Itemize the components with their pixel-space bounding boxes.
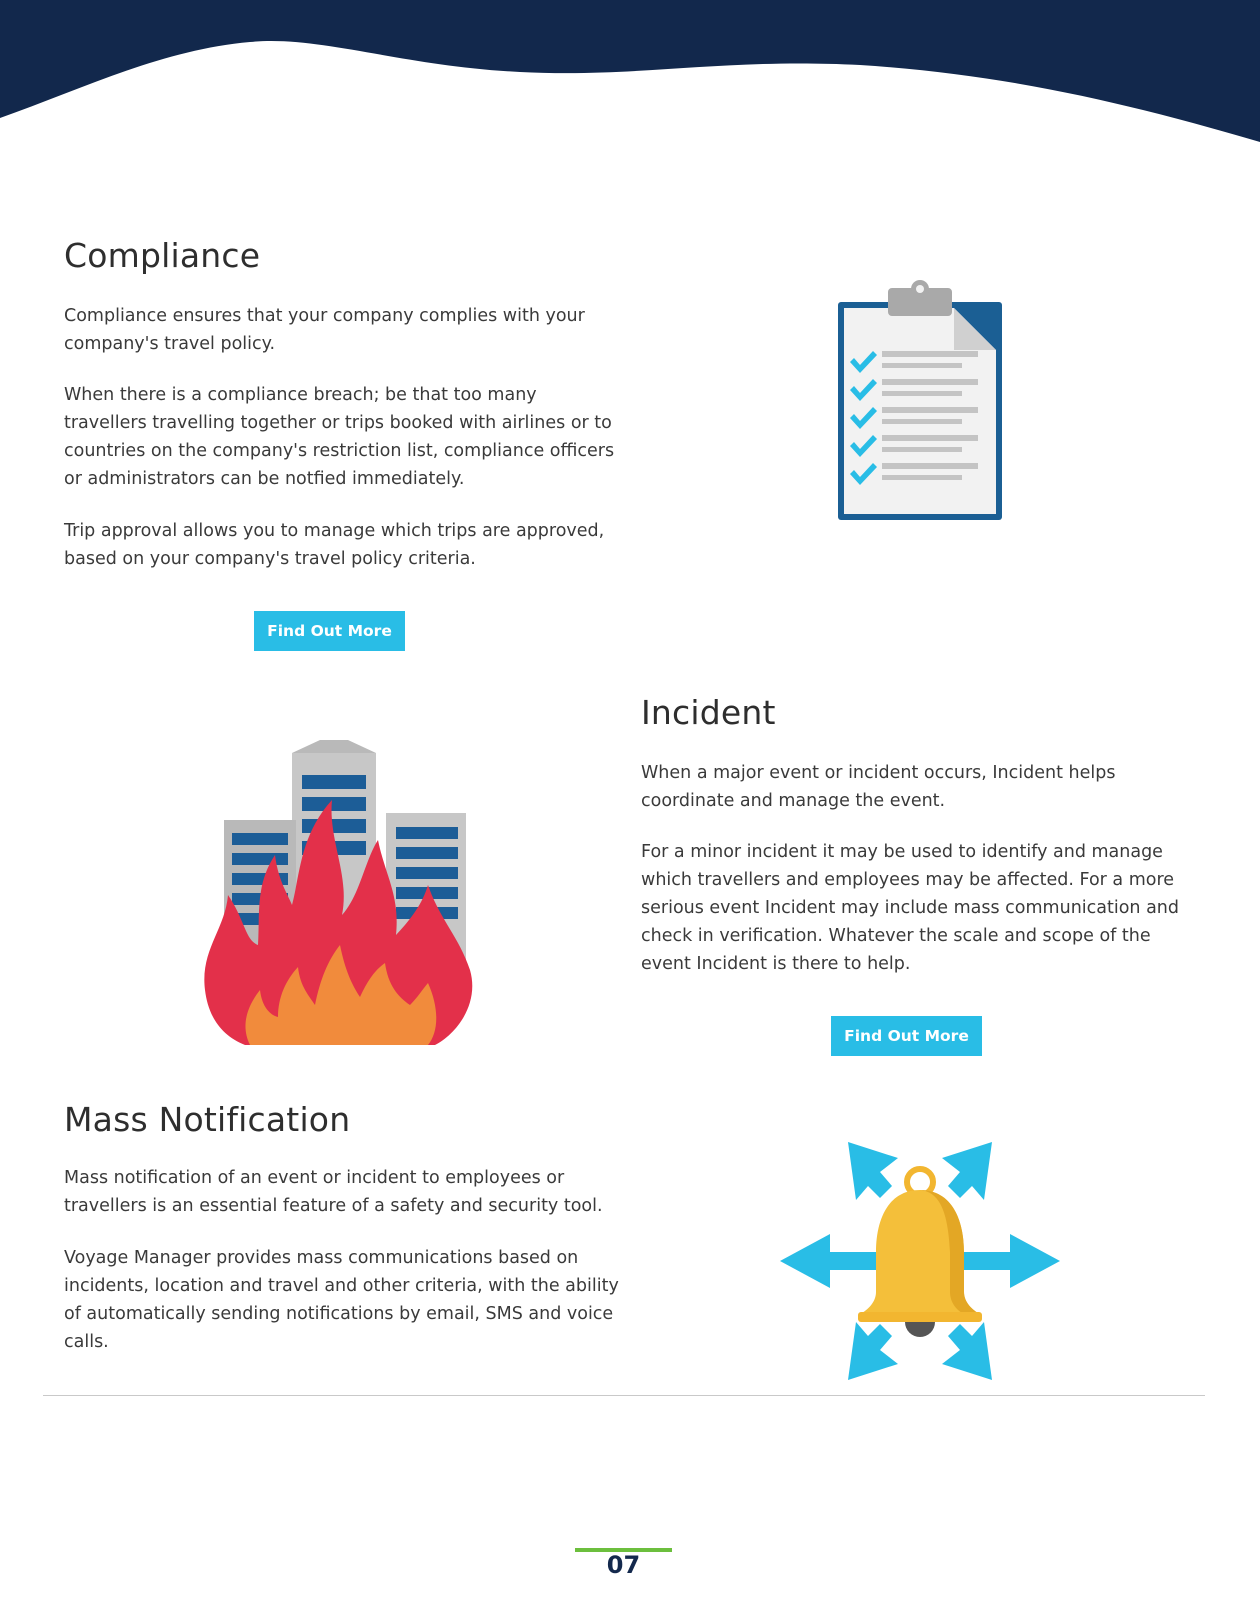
incident-find-out-more-button[interactable]: Find Out More [831,1016,982,1056]
compliance-paragraph-3: Trip approval allows you to manage which trips are approved, based on your company's travel policy criteria. [64,521,605,569]
compliance-title: Compliance [64,236,261,275]
compliance-paragraph-1: Compliance ensures that your company complies with your company's travel policy. [64,306,585,354]
bell-broadcast-icon [780,1142,1060,1382]
compliance-find-out-more-button[interactable]: Find Out More [254,611,405,651]
incident-paragraph-2: For a minor incident it may be used to identify and manage which travellers and employees may be affected. For a more serious event Incident may include mass communication and check in verification. Whatever the scale and scope of the event Incident is there to help. [641,842,1179,974]
mass-notification-paragraph-1: Mass notification of an event or incident to employees or travellers is an essential feature of a safety and security tool. [64,1168,603,1216]
incident-title: Incident [641,693,776,732]
clipboard-checklist-icon [830,278,1010,528]
compliance-paragraph-2: When there is a compliance breach; be that too many travellers travelling together or trips booked with airlines or to countries on the company's restriction list, compliance officers or administrators can be notfied immediately. [64,385,615,489]
incident-paragraph-1: When a major event or incident occurs, Incident helps coordinate and manage the event. [641,763,1116,811]
mass-notification-title: Mass Notification [64,1100,351,1139]
burning-buildings-icon [200,735,490,1055]
footer-divider [43,1395,1205,1396]
header-wave [0,0,1260,160]
page-number: 07 [606,1551,641,1579]
mass-notification-paragraph-2: Voyage Manager provides mass communications based on incidents, location and travel and other criteria, with the ability of automatically sending notifications by email, SMS and voice calls. [64,1248,619,1352]
